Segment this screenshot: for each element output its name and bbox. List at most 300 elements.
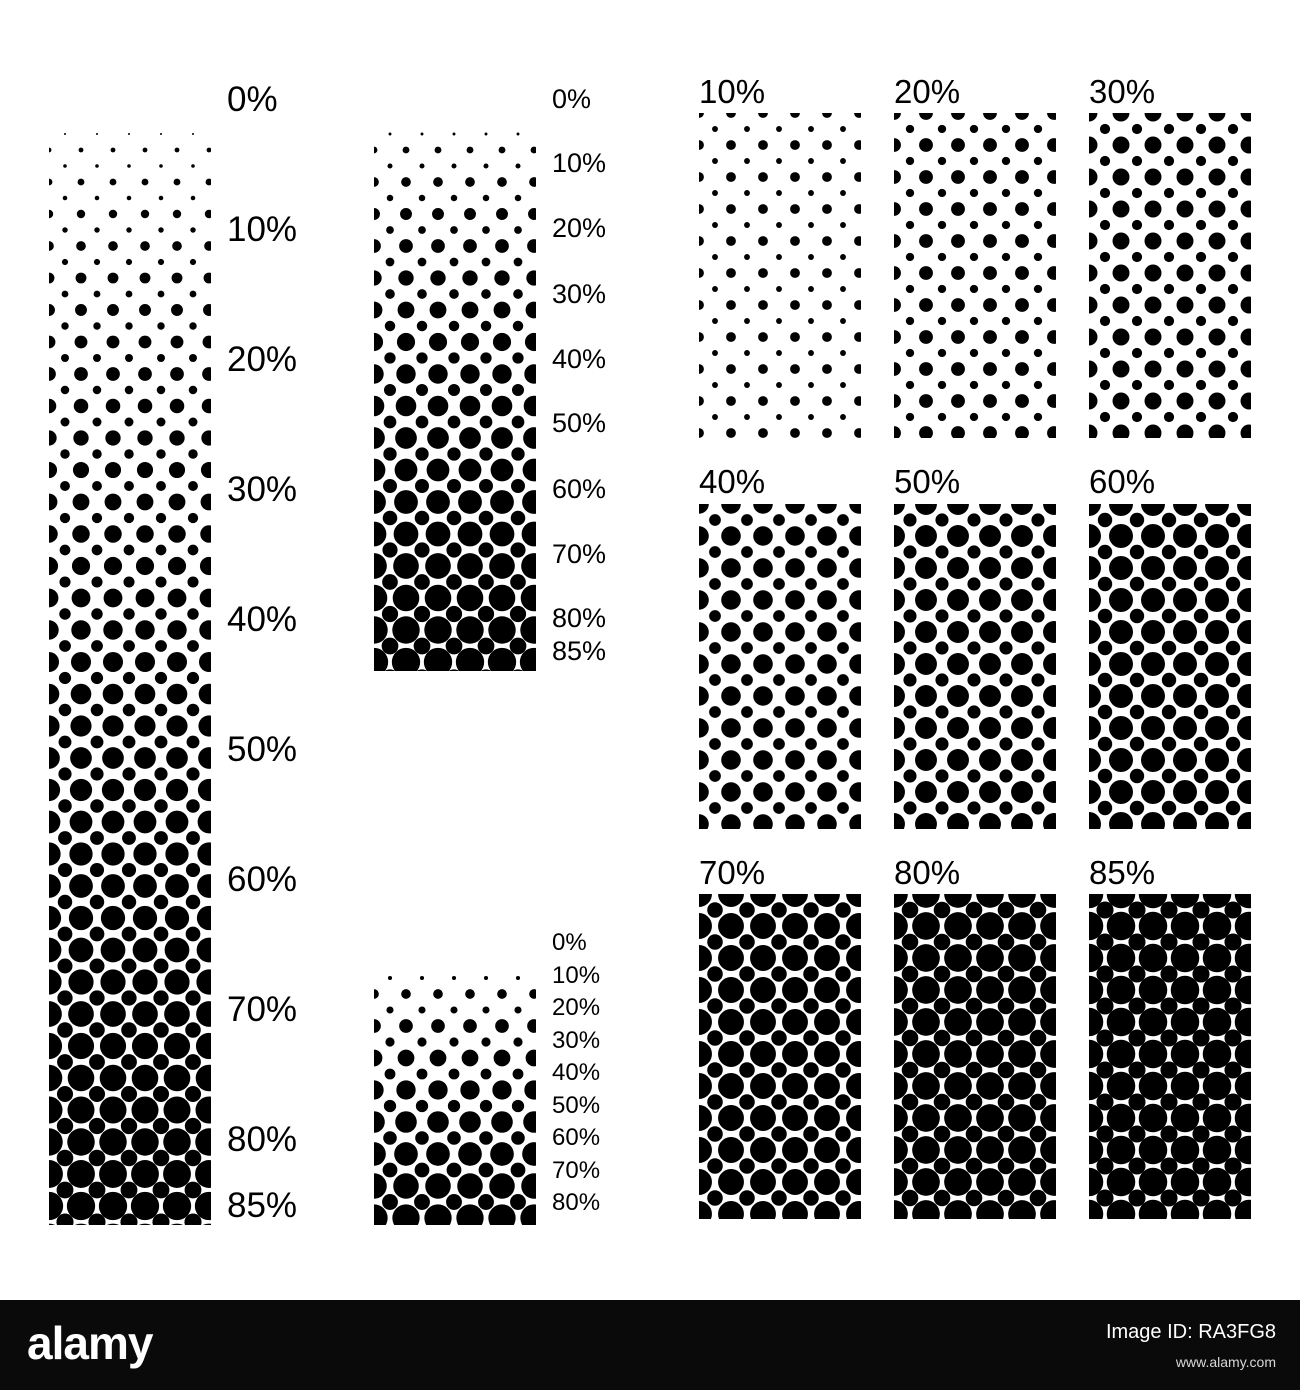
halftone-dot [1098, 769, 1112, 783]
halftone-dot [902, 1190, 919, 1207]
halftone-dot [808, 382, 814, 388]
halftone-dot [418, 226, 426, 234]
halftone-dot [1030, 998, 1047, 1015]
halftone-dot [185, 990, 200, 1005]
halftone-dot [912, 944, 940, 972]
halftone-dot [822, 268, 832, 278]
halftone-dot [846, 1009, 872, 1035]
halftone-dot [1011, 525, 1033, 547]
halftone-dot [446, 1226, 463, 1243]
halftone-dot [741, 738, 753, 750]
halftone-dot [849, 814, 869, 834]
halftone-dot [154, 927, 169, 942]
halftone-dot [1002, 253, 1010, 261]
halftone-dot [1205, 492, 1229, 516]
halftone-dot [750, 1169, 776, 1195]
halftone-dot [1164, 412, 1174, 422]
halftone-dot [191, 196, 196, 201]
halftone-dot [919, 138, 933, 152]
halftone-dot [758, 396, 768, 406]
halftone-dot [513, 289, 523, 299]
halftone-dot [776, 126, 782, 132]
halftone-dot [1077, 684, 1101, 708]
halftone-dot [912, 1072, 940, 1100]
halftone-dot [919, 394, 933, 408]
halftone-dot [1141, 556, 1165, 580]
halftone-dot [519, 679, 548, 708]
halftone-dot [1290, 801, 1300, 815]
halftone-dot [38, 779, 60, 801]
halftone-dot [951, 234, 965, 248]
halftone-dot [712, 286, 718, 292]
halftone-dot [1164, 284, 1174, 294]
percent-label: 80% [552, 1189, 601, 1216]
halftone-dot [1113, 169, 1130, 186]
halftone-dot [854, 172, 864, 182]
halftone-dot [869, 642, 881, 654]
brand-logo: alamy [27, 1317, 153, 1369]
halftone-dot [1002, 413, 1010, 421]
halftone-dot [456, 648, 484, 676]
halftone-dot [944, 1040, 972, 1068]
halftone-dot [89, 1182, 106, 1199]
halftone-dot [976, 1040, 1004, 1068]
halftone-dot [944, 1168, 972, 1196]
halftone-dot [1177, 233, 1194, 250]
halftone-dot [1226, 833, 1240, 847]
halftone-dot [1269, 748, 1293, 772]
halftone-dot [1209, 425, 1226, 442]
halftone-dot [967, 705, 980, 718]
halftone-dot [201, 430, 216, 445]
halftone-dot [976, 1232, 1004, 1260]
halftone-dot [1034, 381, 1042, 389]
halftone-dot [153, 1150, 170, 1167]
halftone-dot [912, 1040, 940, 1068]
halftone-dot [689, 590, 709, 610]
halftone-dot [999, 833, 1012, 846]
percent-label: 40% [699, 463, 766, 500]
halftone-dot [726, 364, 736, 374]
halftone-dot [854, 268, 864, 278]
halftone-dot [383, 511, 398, 526]
halftone-dot [935, 577, 948, 590]
halftone-dot [694, 364, 704, 374]
halftone-dot [1260, 380, 1270, 390]
halftone-dot [776, 286, 782, 292]
halftone-dot [915, 717, 937, 739]
halftone-dot [938, 349, 946, 357]
halftone-dot [547, 195, 554, 202]
halftone-dot [522, 1142, 546, 1166]
halftone-dot [248, 1245, 265, 1262]
halftone-dot [428, 396, 449, 417]
halftone-dot [1100, 156, 1110, 166]
halftone-dot [1196, 284, 1206, 294]
halftone-dot [709, 610, 721, 622]
halftone-dot [123, 640, 135, 652]
halftone-dot [187, 704, 200, 717]
halftone-dot [122, 767, 135, 780]
halftone-dot [1077, 588, 1101, 612]
halftone-dot [947, 717, 969, 739]
halftone-dot [415, 1163, 430, 1178]
halftone-dot [1241, 361, 1258, 378]
halftone-dot [753, 750, 773, 770]
halftone-dot [154, 863, 168, 877]
halftone-dot [1235, 1104, 1264, 1133]
halftone-dot [91, 736, 104, 749]
halftone-dot [233, 430, 248, 445]
halftone-dot [758, 172, 768, 182]
percent-label: 40% [552, 1059, 601, 1086]
halftone-dot [1063, 609, 1076, 622]
halftone-dot [216, 1245, 233, 1262]
halftone-dot [1226, 705, 1240, 719]
halftone-dot [934, 1190, 951, 1207]
halftone-dot [38, 811, 61, 834]
halftone-dot [446, 1194, 462, 1210]
halftone-dot [805, 546, 817, 558]
halftone-dot [1031, 865, 1044, 878]
halftone-dot [947, 525, 969, 547]
halftone-dot [35, 1096, 62, 1123]
halftone-dot [1066, 285, 1074, 293]
halftone-dot [99, 1128, 126, 1155]
halftone-dot [89, 1022, 105, 1038]
halftone-dot [967, 641, 980, 654]
halftone-dot [1177, 201, 1194, 218]
halftone-dot [227, 1224, 256, 1253]
halftone-dot [753, 526, 773, 546]
halftone-dot [361, 585, 388, 612]
halftone-dot [523, 427, 545, 449]
halftone-dot [999, 705, 1012, 718]
halftone-dot [1209, 137, 1226, 154]
halftone-dot [69, 842, 92, 865]
halftone-dot [1043, 557, 1065, 579]
halftone-dot [998, 966, 1015, 983]
halftone-dot [951, 330, 965, 344]
halftone-dot [1128, 1221, 1145, 1238]
halftone-dot [1292, 380, 1300, 390]
halftone-dot [935, 641, 948, 654]
halftone-dot [880, 1232, 908, 1260]
halftone-dot [707, 1254, 723, 1270]
halftone-dot [1100, 188, 1110, 198]
halftone-dot [59, 736, 72, 749]
halftone-dot [100, 1065, 127, 1092]
halftone-dot [1040, 912, 1068, 940]
halftone-dot [236, 273, 247, 284]
halftone-dot [872, 350, 878, 356]
halftone-dot [721, 750, 741, 770]
halftone-dot [249, 1086, 265, 1102]
halftone-dot [689, 622, 709, 642]
halftone-dot [1288, 1157, 1300, 1174]
halftone-dot [198, 811, 221, 834]
halftone-dot [1292, 156, 1300, 166]
halftone-dot [718, 1009, 744, 1035]
halftone-dot [998, 1254, 1015, 1271]
halftone-dot [1100, 220, 1110, 230]
halftone-dot [448, 384, 460, 396]
halftone-dot [709, 834, 721, 846]
halftone-dot [492, 396, 513, 417]
halftone-dot [1015, 394, 1029, 408]
halftone-dot [361, 553, 387, 579]
halftone-dot [773, 642, 785, 654]
halftone-dot [1241, 297, 1258, 314]
halftone-dot [186, 959, 201, 974]
halftone-dot [901, 834, 913, 846]
halftone-dot [253, 322, 260, 329]
halftone-dot [1034, 413, 1042, 421]
halftone-dot [1258, 705, 1272, 719]
halftone-dot [750, 913, 776, 939]
halftone-dot [934, 1126, 951, 1143]
halftone-dot [68, 1033, 94, 1059]
halftone-dot [1288, 1189, 1300, 1206]
halftone-dot [95, 196, 100, 201]
halftone-dot [822, 140, 832, 150]
halftone-dot [694, 300, 704, 310]
halftone-dot [718, 1201, 744, 1227]
halftone-dot [741, 706, 753, 718]
halftone-dot [94, 227, 99, 232]
halftone-dot [1030, 966, 1047, 983]
halftone-dot [427, 1111, 449, 1133]
halftone-dot [456, 616, 483, 643]
halftone-dot [782, 1201, 808, 1227]
halftone-dot [1062, 998, 1079, 1015]
halftone-dot [219, 672, 231, 684]
halftone-dot [158, 227, 163, 232]
halftone-dot [726, 332, 736, 342]
halftone-dot [785, 558, 805, 578]
halftone-dot [1113, 393, 1130, 410]
halftone-dot [880, 1008, 908, 1036]
halftone-dot [782, 1233, 808, 1259]
halftone-dot [251, 672, 263, 684]
halftone-dot [541, 669, 558, 686]
halftone-dot [976, 1008, 1004, 1036]
halftone-dot [418, 1006, 425, 1013]
halftone-dot [57, 1150, 74, 1167]
halftone-dot [1205, 684, 1229, 708]
halftone-dot [446, 606, 462, 622]
halftone-dot [1100, 284, 1110, 294]
halftone-dot [1040, 1136, 1068, 1164]
halftone-dot [846, 1233, 872, 1259]
halftone-dot [1260, 412, 1270, 422]
halftone-dot [413, 1257, 431, 1275]
halftone-dot [1209, 361, 1226, 378]
halftone-dot [42, 367, 56, 381]
halftone-dot [382, 1226, 399, 1243]
halftone-dot [1228, 188, 1238, 198]
halftone-dot [883, 525, 905, 547]
halftone-dot [460, 1080, 479, 1099]
halftone-dot [510, 1194, 526, 1210]
halftone-dot [531, 147, 538, 154]
halftone-dot [1269, 652, 1293, 676]
halftone-dot [912, 1136, 940, 1164]
halftone-dot [686, 1201, 712, 1227]
halftone-dot [967, 769, 980, 782]
halftone-dot [808, 478, 814, 484]
halftone-dot [91, 576, 102, 587]
halftone-dot [1209, 457, 1226, 474]
halftone-dot [363, 427, 385, 449]
halftone-dot [1256, 1253, 1273, 1270]
halftone-dot [58, 927, 73, 942]
halftone-dot [47, 148, 52, 153]
halftone-dot [718, 1137, 744, 1163]
halftone-dot [169, 462, 185, 478]
halftone-dot [906, 125, 914, 133]
halftone-dot [394, 1142, 418, 1166]
halftone-dot [413, 701, 431, 719]
halftone-dot [1173, 492, 1197, 516]
halftone-dot [424, 648, 452, 676]
halftone-dot [395, 459, 418, 482]
halftone-dot [58, 831, 72, 845]
halftone-dot [1226, 609, 1240, 623]
halftone-dot [1015, 266, 1029, 280]
halftone-dot [1258, 673, 1272, 687]
halftone-dot [445, 669, 462, 686]
halftone-dot [1235, 1168, 1264, 1197]
halftone-dot [951, 266, 965, 280]
halftone-dot [1260, 124, 1270, 134]
halftone-dot [447, 1131, 461, 1145]
halftone-dot [1132, 316, 1142, 326]
halftone-dot [169, 430, 184, 445]
halftone-dot [499, 147, 506, 154]
halftone-dot [983, 202, 997, 216]
halftone-dot [478, 1194, 494, 1210]
halftone-dot [785, 494, 805, 514]
halftone-dot [1235, 1200, 1264, 1229]
halftone-dot [120, 1213, 137, 1230]
halftone-dot [195, 1192, 223, 1220]
halftone-dot [1260, 156, 1270, 166]
halftone-dot [1081, 169, 1098, 186]
halftone-dot [1081, 425, 1098, 442]
halftone-dot [1162, 865, 1176, 879]
halftone-dot [574, 574, 590, 590]
halftone-dot [91, 672, 103, 684]
halftone-dot [460, 396, 481, 417]
halftone-dot [854, 108, 864, 118]
halftone-dot [1258, 609, 1272, 623]
halftone-dot [542, 574, 558, 590]
halftone-dot [726, 300, 736, 310]
halftone-dot [944, 1072, 972, 1100]
halftone-dot [947, 589, 969, 611]
halftone-dot [383, 479, 397, 493]
halftone-dot [686, 1233, 712, 1259]
halftone-dot [512, 416, 525, 429]
halftone-dot [753, 622, 773, 642]
halftone-dot [511, 479, 525, 493]
halftone-dot [1292, 316, 1300, 326]
halftone-dot [384, 416, 397, 429]
halftone-dot [359, 679, 388, 708]
halftone-dot [1173, 716, 1197, 740]
halftone-dot [872, 126, 878, 132]
halftone-dot [1109, 716, 1133, 740]
halftone-dot [511, 511, 526, 526]
halftone-dot [185, 1054, 201, 1070]
halftone-dot [849, 782, 869, 802]
halftone-dot [790, 236, 800, 246]
halftone-dot [104, 589, 123, 608]
halftone-dot [1081, 393, 1098, 410]
halftone-dot [867, 1030, 883, 1046]
halftone-dot [206, 179, 213, 186]
halftone-dot [999, 609, 1012, 622]
halftone-dot [966, 998, 983, 1015]
halftone-dot [520, 1236, 549, 1265]
halftone-dot [951, 394, 965, 408]
halftone-dot [479, 447, 492, 460]
halftone-dot [195, 1224, 224, 1253]
halftone-dot [132, 969, 157, 994]
halftone-dot [840, 222, 846, 228]
halftone-dot [185, 1182, 202, 1199]
halftone-dot [785, 846, 805, 866]
halftone-dot [1008, 1072, 1036, 1100]
halftone-dot [1130, 673, 1144, 687]
halftone-dot [1075, 1200, 1104, 1229]
halftone-dot [456, 1204, 483, 1231]
halftone-dot [201, 494, 218, 511]
halftone-dot [805, 770, 817, 782]
halftone-dot [837, 866, 849, 878]
halftone-dot [846, 913, 872, 939]
halftone-dot [1145, 425, 1162, 442]
halftone-dot [1047, 394, 1061, 408]
halftone-dot [1194, 513, 1208, 527]
halftone-dot [1273, 425, 1290, 442]
halftone-dot [840, 254, 846, 260]
halftone-dot [522, 522, 547, 547]
halftone-dot [998, 1126, 1015, 1143]
halftone-dot [202, 367, 216, 381]
halftone-dot [403, 147, 410, 154]
halftone-dot [227, 1160, 255, 1188]
halftone-dot [57, 1054, 73, 1070]
percent-label: 80% [227, 1120, 298, 1159]
halftone-dot [979, 589, 1001, 611]
halftone-dot [951, 202, 965, 216]
halftone-dot [576, 384, 588, 396]
halftone-dot [887, 426, 901, 440]
halftone-dot [35, 1224, 64, 1253]
halftone-dot [158, 291, 165, 298]
halftone-dot [785, 814, 805, 834]
percent-label: 70% [699, 854, 766, 891]
halftone-dot [944, 1200, 972, 1228]
halftone-dot [712, 350, 718, 356]
halftone-dot [222, 259, 228, 265]
halftone-dot [123, 608, 134, 619]
halftone-dot [93, 418, 102, 427]
halftone-dot [495, 239, 509, 253]
halftone-dot [1043, 845, 1065, 867]
